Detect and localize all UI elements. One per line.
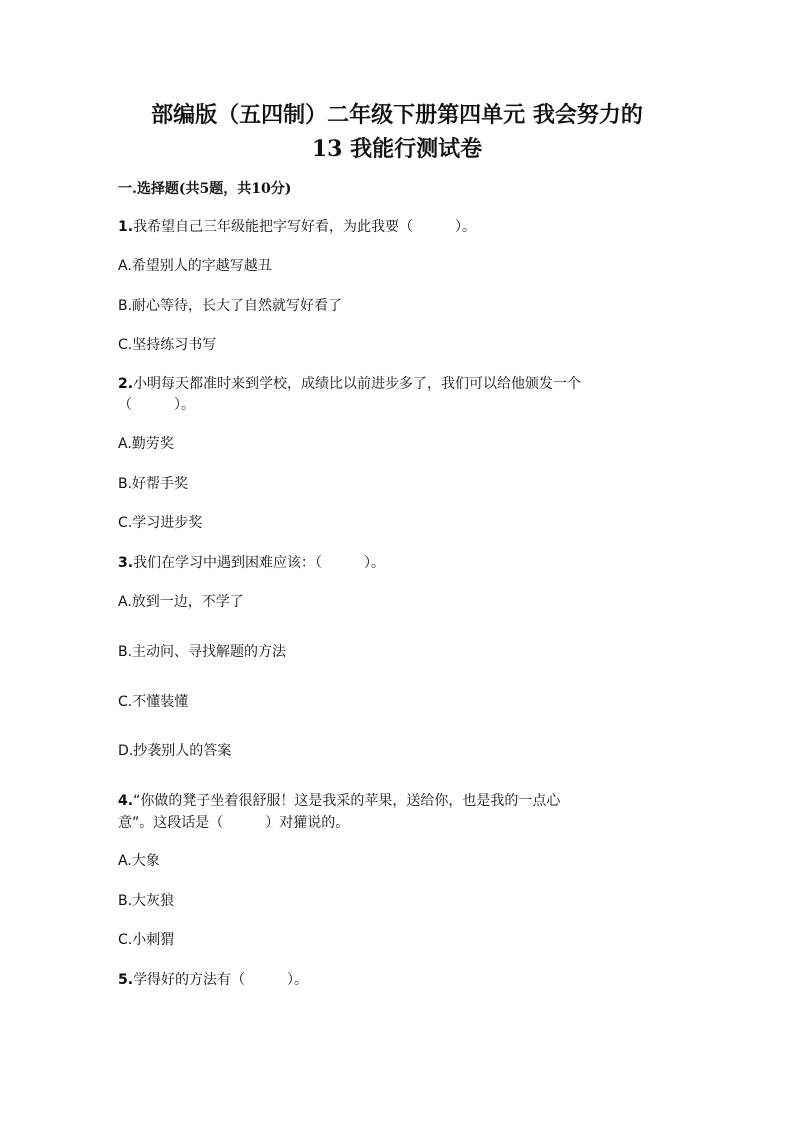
question-2 [118,375,581,393]
page-title-line1: 部编版（五四制）二年级下册第四单元 我会努力的 [151,102,643,128]
question-number: 4. [118,793,134,809]
question-2-line2: （ ）。 [118,397,195,413]
question-text: 我希望自己三年级能把字写好看，为此我要（ ）。 [133,219,477,235]
question-number: 5. [118,972,134,988]
question-5 [118,971,308,989]
option-1b: B.耐心等待，长大了自然就写好看了 [118,298,343,314]
question-number: 3. [118,555,134,571]
option-3d: D.抄袭别人的答案 [118,743,232,759]
question-text-line1: “你做的凳子坐着很舒服！这是我采的苹果，送给你，也是我的一点心 [133,793,561,809]
option-4a: A.大象 [118,853,160,869]
question-text: 我们在学习中遇到困难应该：（ ）。 [133,555,386,571]
question-4 [118,792,560,810]
option-3c: C.不懂装懂 [118,694,189,710]
section-header: 一.选择题(共5题，共10分) [118,181,292,197]
option-3a: A.放到一边，不学了 [118,594,244,610]
option-2b: B.好帮手奖 [118,476,189,492]
question-text-line1: 小明每天都准时来到学校，成绩比以前进步多了，我们可以给他颁发一个 [133,376,582,392]
question-number: 2. [118,376,134,392]
option-3b: B.主动问、寻找解题的方法 [118,644,287,660]
question-number: 1. [118,219,134,235]
option-2a: A.勤劳奖 [118,436,174,452]
option-2c: C.学习进步奖 [118,515,203,531]
option-4c: C.小刺猬 [118,932,175,948]
question-1 [118,218,476,236]
page-title-line2: 13 我能行测试卷 [311,136,483,162]
question-4-line2: 意”。这段话是（ ）对獾说的。 [118,815,350,831]
option-1c: C.坚持练习书写 [118,337,217,353]
question-3 [118,554,385,572]
option-4b: B.大灰狼 [118,893,175,909]
option-1a: A.希望别人的字越写越丑 [118,258,272,274]
question-text: 学得好的方法有（ ）。 [133,972,309,988]
